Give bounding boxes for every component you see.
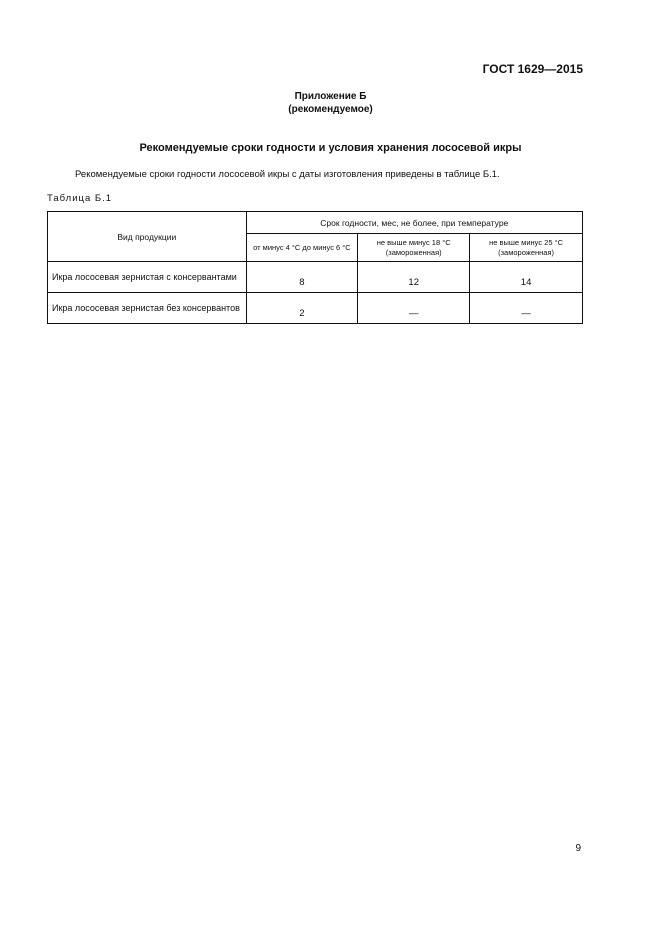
header-shelf-life: Срок годности, мес, не более, при температуре: [246, 212, 582, 234]
document-code: ГОСТ 1629—2015: [482, 62, 583, 76]
shelf-life-table: [47, 211, 583, 324]
header-temp-3: не выше минус 25 °С (замороженная): [470, 234, 583, 262]
table-header-row: [48, 212, 583, 234]
header-temp-1: от минус 4 °С до минус 6 °С: [246, 234, 358, 262]
header-temp-2: не выше минус 18 °С (замороженная): [358, 234, 470, 262]
table-row: [48, 293, 583, 324]
header-product: Вид продукции: [48, 212, 247, 262]
intro-paragraph: Рекомендуемые сроки годности лососевой икры с даты изготовления приведены в таблице Б.1.: [75, 169, 500, 180]
product-name: Икра лососевая зернистая с консервантами: [48, 262, 247, 293]
value-cell: —: [470, 293, 583, 324]
product-name: Икра лососевая зернистая без консервантов: [48, 293, 247, 324]
value-cell: 12: [358, 262, 470, 293]
table-row: [48, 262, 583, 293]
section-heading: Рекомендуемые сроки годности и условия хранения лососевой икры: [139, 142, 522, 154]
page-number: 9: [575, 843, 581, 854]
appendix-status: (рекомендуемое): [288, 104, 373, 115]
value-cell: —: [358, 293, 470, 324]
value-cell: 8: [246, 262, 358, 293]
value-cell: 2: [246, 293, 358, 324]
value-cell: 14: [470, 262, 583, 293]
appendix-header: [0, 90, 661, 116]
appendix-title: Приложение Б: [294, 91, 367, 102]
table-caption: Таблица Б.1: [47, 193, 113, 204]
